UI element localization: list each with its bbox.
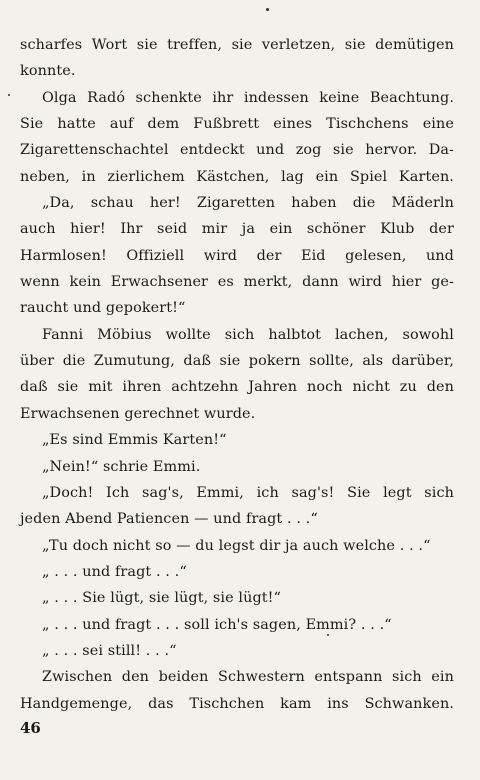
text-line: „Tu doch nicht so — du legst dir ja auch welche . . .“ — [42, 537, 431, 554]
text-line: wenn kein Erwachsener es merkt, dann wird hier ge- — [20, 274, 454, 291]
text-line: konnte. — [20, 63, 76, 80]
text-line: Olga Radó schenkte ihr indessen keine Beachtung. — [42, 89, 454, 106]
text-line: Zigarettenschachtel entdeckt und zog sie hervor. Da- — [20, 142, 454, 159]
text-line: „Es sind Emmis Karten!“ — [42, 432, 227, 449]
print-speck — [327, 634, 329, 636]
text-line: daß sie mit ihren achtzehn Jahren noch nicht zu den — [20, 379, 454, 396]
text-line: raucht und gepokert!“ — [20, 300, 186, 317]
print-speck — [266, 8, 269, 11]
print-speck — [8, 94, 10, 96]
text-line: scharfes Wort sie treffen, sie verletzen, sie demütigen — [20, 37, 454, 53]
text-line: Fanni Möbius wollte sich halbtot lachen, sowohl — [42, 326, 454, 343]
text-line: auch hier! Ihr seid mir ja ein schöner Klub der — [20, 221, 454, 238]
page-number: 46 — [20, 719, 41, 737]
text-line: „ . . . sei still! . . .“ — [42, 642, 177, 659]
text-line: Harmlosen! Offiziell wird der Eid gelesen, und — [20, 247, 454, 264]
text-line: Erwachsenen gerechnet wurde. — [20, 405, 256, 422]
text-line: neben, in zierlichem Kästchen, lag ein Spiel Karten. — [20, 168, 454, 185]
text-line: Sie hatte auf dem Fußbrett eines Tischchens eine — [20, 116, 454, 133]
text-line: „ . . . und fragt . . .“ — [42, 563, 187, 580]
text-line: Handgemenge, das Tischchen kam ins Schwanken. — [20, 695, 454, 712]
text-line: „Doch! Ich sag's, Emmi, ich sag's! Sie legt sich — [42, 484, 454, 501]
text-line: „ . . . Sie lügt, sie lügt, sie lügt!“ — [42, 590, 282, 607]
text-line: „ . . . und fragt . . . soll ich's sagen, Emmi? . . .“ — [42, 616, 392, 633]
text-line: Zwischen den beiden Schwestern entspann sich ein — [42, 669, 454, 686]
text-line: „Da, schau her! Zigaretten haben die Mäderln — [42, 195, 454, 212]
text-block — [20, 32, 454, 717]
book-page-text — [20, 32, 454, 717]
text-line: jeden Abend Patiencen — und fragt . . .“ — [20, 511, 318, 528]
text-line: über die Zumutung, daß sie pokern sollte, als darüber, — [20, 353, 454, 370]
text-line: „Nein!“ schrie Emmi. — [42, 458, 201, 475]
